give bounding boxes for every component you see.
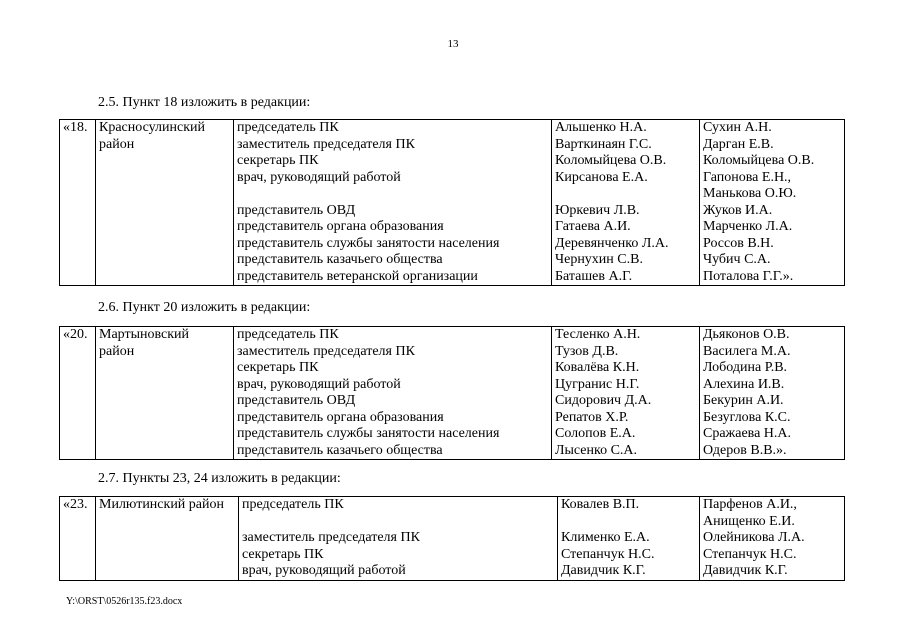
member-name [555,186,696,203]
district-name: Красносулинский [99,120,205,135]
member-name: Ковалев В.П. [561,497,640,512]
member-name: Тесленко А.Н. [555,327,641,342]
role: представитель ОВД [237,393,356,408]
deputies-cell [700,120,845,286]
item-number: «20. [63,327,88,342]
role: представитель казачьего общества [237,442,443,458]
member-name [561,514,696,531]
role [237,186,548,203]
roles-cell [234,120,552,286]
members-cell [552,120,700,286]
section-heading: 2.7. Пункты 23, 24 изложить в редакции: [98,471,341,486]
member-name: Варткинаян Г.С. [555,136,652,152]
role [242,514,554,531]
deputy-name: Сражаева Н.А. [703,426,792,441]
member-name: Лысенко С.А. [555,442,638,458]
member-name: Альшенко Н.А. [555,120,647,135]
member-name: Баташев А.Г. [555,268,633,284]
deputy-name: Гапонова Е.Н., [703,169,792,185]
role: врач, руководящий работой [242,563,406,578]
district-name: район [99,343,135,359]
members-cell [552,327,700,460]
deputy-name: Степанчук Н.С. [703,546,797,562]
item-number-cell [60,497,96,581]
member-name: Цугранис Н.Г. [555,376,640,392]
deputy-name: Жуков И.А. [703,202,773,218]
deputy-name: Дарган Е.В. [703,136,774,152]
deputy-name: Сухин А.Н. [703,120,772,135]
role: председатель ПК [237,120,339,135]
role: секретарь ПК [237,153,319,168]
deputy-name: Россов В.Н. [703,235,774,251]
deputy-name: Марченко Л.А. [703,219,793,234]
item-number: «18. [63,120,88,135]
role: заместитель председателя ПК [237,136,415,152]
table-row [60,327,845,460]
district-name: район [99,136,135,152]
deputy-name: Давидчик К.Г. [703,563,788,578]
member-name: Степанчук Н.С. [561,546,655,562]
roles-cell [239,497,558,581]
member-name: Чернухин С.В. [555,252,643,267]
district-name: Мартыновский [99,327,190,342]
table-row [60,497,845,581]
district-cell [96,497,239,581]
deputy-name: Василега М.А. [703,343,791,359]
deputies-cell [700,327,845,460]
role: представитель ОВД [237,202,356,218]
roles-cell [234,327,552,460]
deputy-name: Манькова О.Ю. [703,186,797,201]
role: секретарь ПК [237,360,319,375]
role: представитель органа образования [237,409,444,425]
deputy-name: Коломыйцева О.В. [703,153,815,168]
deputy-name: Парфенов А.И., [703,497,797,512]
item-number-cell [60,120,96,286]
member-name: Клименко Е.А. [561,530,650,545]
role: представитель ветеранской организации [237,268,478,284]
deputy-name: Олейникова Л.А. [703,530,805,545]
deputy-name: Поталова Г.Г.». [703,268,794,284]
deputies-cell [700,497,845,581]
member-name: Солопов Е.А. [555,426,636,441]
role: представитель казачьего общества [237,252,443,267]
deputy-name: Лободина Р.В. [703,360,788,375]
file-path-footer: Y:\ORST\0526r135.f23.docx [66,596,183,607]
commission-table [59,496,845,581]
member-name: Ковалёва К.Н. [555,360,640,375]
role: врач, руководящий работой [237,169,401,185]
deputy-name: Одеров В.В.». [703,442,787,458]
deputy-name: Дьяконов О.В. [703,327,790,342]
table-row [60,120,845,286]
deputy-name: Безуглова К.С. [703,409,791,425]
deputy-name: Бекурин А.И. [703,393,784,408]
commission-table [59,326,845,460]
member-name: Коломыйцева О.В. [555,153,667,168]
role: заместитель председателя ПК [242,530,420,545]
commission-table [59,119,845,286]
role: секретарь ПК [242,546,324,562]
deputy-name: Анищенко Е.И. [703,513,795,529]
member-name: Кирсанова Е.А. [555,169,648,185]
deputy-name: Алехина И.В. [703,376,785,392]
member-name: Юркевич Л.В. [555,202,640,218]
member-name: Репатов Х.Р. [555,409,629,425]
item-number-cell [60,327,96,460]
district-cell [96,327,234,460]
district-cell [96,120,234,286]
member-name: Гатаева А.И. [555,219,631,234]
member-name: Сидорович Д.А. [555,393,652,408]
page-number: 13 [447,38,459,50]
role: врач, руководящий работой [237,376,401,392]
members-cell [558,497,700,581]
district-name: Милютинский район [99,497,225,512]
role: председатель ПК [237,327,339,342]
section-heading: 2.6. Пункт 20 изложить в редакции: [98,300,311,315]
role: заместитель председателя ПК [237,343,415,359]
item-number: «23. [63,497,88,512]
role: председатель ПК [242,497,344,512]
member-name: Давидчик К.Г. [561,563,646,578]
member-name: Деревянченко Л.А. [555,235,669,251]
role: представитель службы занятости населения [237,426,500,441]
role: представитель органа образования [237,219,444,234]
section-heading: 2.5. Пункт 18 изложить в редакции: [98,95,311,110]
deputy-name: Чубич С.А. [703,252,771,267]
role: представитель службы занятости населения [237,235,500,251]
member-name: Тузов Д.В. [555,343,619,359]
